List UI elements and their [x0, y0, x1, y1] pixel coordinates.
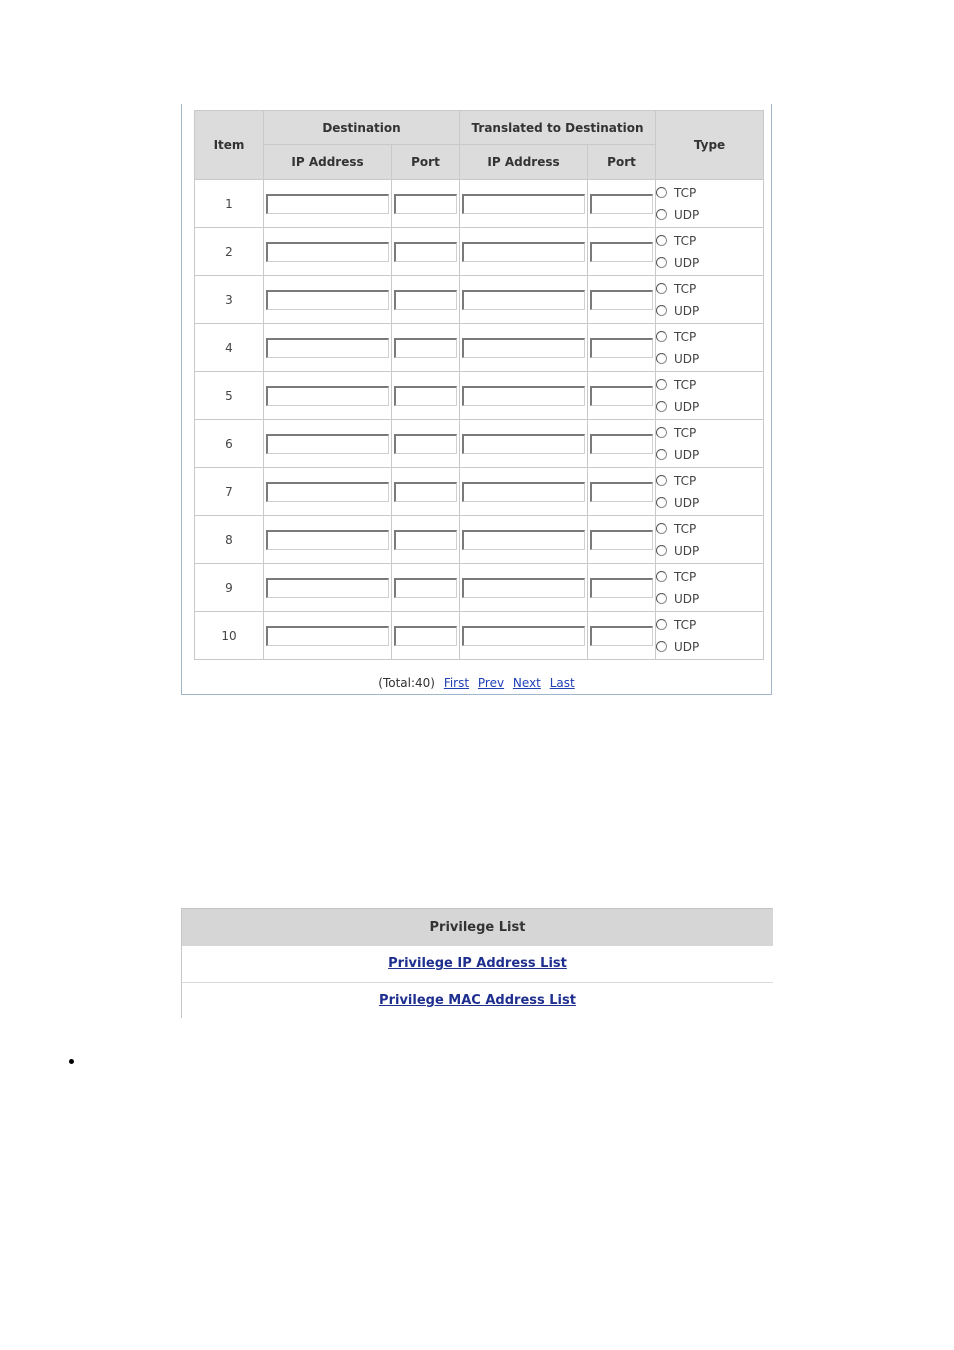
table-row: [195, 564, 764, 612]
type-cell: [656, 468, 764, 516]
table-row: [195, 324, 764, 372]
prev-page-link[interactable]: Prev: [477, 676, 505, 690]
tcp-option[interactable]: [656, 614, 763, 636]
trans-port-input[interactable]: [590, 578, 653, 598]
trans-port-cell: [588, 276, 656, 324]
trans-ip-input[interactable]: [462, 482, 585, 502]
udp-option[interactable]: [656, 252, 763, 274]
dest-port-cell: [392, 612, 460, 660]
dest-ip-input[interactable]: [266, 530, 389, 550]
udp-label: UDP: [674, 495, 700, 510]
panel-edge: [181, 104, 182, 110]
udp-radio[interactable]: [656, 497, 667, 508]
trans-port-cell: [588, 516, 656, 564]
udp-label: UDP: [674, 399, 700, 414]
item-number: 3: [195, 276, 264, 324]
table-row: [195, 228, 764, 276]
trans-port-cell: [588, 564, 656, 612]
trans-port-cell: [588, 228, 656, 276]
tcp-radio[interactable]: [656, 427, 667, 438]
trans-port-cell: [588, 420, 656, 468]
tcp-option[interactable]: [656, 326, 763, 348]
trans-port-input[interactable]: [590, 290, 653, 310]
trans-port-cell: [588, 612, 656, 660]
tcp-radio[interactable]: [656, 475, 667, 486]
udp-radio[interactable]: [656, 641, 667, 652]
trans-port-input[interactable]: [590, 386, 653, 406]
item-number: 5: [195, 372, 264, 420]
table-row: [195, 276, 764, 324]
dest-port-cell: [392, 324, 460, 372]
dest-ip-cell: [264, 324, 392, 372]
tcp-label: TCP: [674, 569, 697, 584]
dest-port-cell: [392, 468, 460, 516]
trans-ip-input[interactable]: [462, 242, 585, 262]
trans-port-input[interactable]: [590, 434, 653, 454]
dest-ip-cell: [264, 372, 392, 420]
dest-ip-input[interactable]: [266, 290, 389, 310]
dest-port-cell: [392, 564, 460, 612]
trans-ip-input[interactable]: [462, 338, 585, 358]
dest-port-cell: [392, 516, 460, 564]
trans-port-cell: [588, 324, 656, 372]
dest-port-cell: [392, 228, 460, 276]
udp-option[interactable]: [656, 588, 763, 610]
header-dest-port: Port: [392, 145, 460, 180]
item-number: 1: [195, 180, 264, 228]
dest-ip-input[interactable]: [266, 386, 389, 406]
trans-ip-input[interactable]: [462, 434, 585, 454]
tcp-option[interactable]: [656, 470, 763, 492]
trans-port-input[interactable]: [590, 626, 653, 646]
udp-option[interactable]: [656, 540, 763, 562]
dest-port-input[interactable]: [394, 530, 457, 550]
trans-ip-cell: [460, 276, 588, 324]
item-number: 2: [195, 228, 264, 276]
dest-ip-cell: [264, 612, 392, 660]
udp-label: UDP: [674, 303, 700, 318]
dest-ip-input[interactable]: [266, 194, 389, 214]
trans-port-input[interactable]: [590, 482, 653, 502]
trans-ip-input[interactable]: [462, 530, 585, 550]
header-destination: Destination: [264, 111, 460, 145]
tcp-radio[interactable]: [656, 283, 667, 294]
trans-ip-input[interactable]: [462, 386, 585, 406]
privilege-mac-address-list-link[interactable]: Privilege MAC Address List: [379, 993, 576, 1008]
udp-radio[interactable]: [656, 593, 667, 604]
dest-port-cell: [392, 372, 460, 420]
dest-port-input[interactable]: [394, 626, 457, 646]
udp-radio[interactable]: [656, 353, 667, 364]
tcp-radio[interactable]: [656, 187, 667, 198]
dest-port-cell: [392, 180, 460, 228]
dest-port-input[interactable]: [394, 386, 457, 406]
tcp-radio[interactable]: [656, 571, 667, 582]
udp-option[interactable]: [656, 300, 763, 322]
type-cell: [656, 180, 764, 228]
trans-port-input[interactable]: [590, 242, 653, 262]
header-translated-destination: Translated to Destination: [460, 111, 656, 145]
dest-port-cell: [392, 420, 460, 468]
udp-option[interactable]: [656, 348, 763, 370]
type-cell: [656, 612, 764, 660]
tcp-option[interactable]: [656, 566, 763, 588]
tcp-option[interactable]: [656, 374, 763, 396]
item-number: 4: [195, 324, 264, 372]
trans-ip-cell: [460, 612, 588, 660]
udp-option[interactable]: [656, 636, 763, 658]
translation-table: [194, 110, 764, 660]
privilege-ip-row: [182, 946, 773, 983]
trans-port-input[interactable]: [590, 194, 653, 214]
table-body: [195, 180, 764, 660]
header-type: Type: [656, 111, 764, 180]
dest-ip-cell: [264, 516, 392, 564]
udp-label: UDP: [674, 543, 700, 558]
udp-option[interactable]: [656, 492, 763, 514]
tcp-label: TCP: [674, 521, 697, 536]
item-number: 8: [195, 516, 264, 564]
trans-port-input[interactable]: [590, 530, 653, 550]
dest-port-input[interactable]: [394, 482, 457, 502]
tcp-option[interactable]: [656, 278, 763, 300]
dest-ip-cell: [264, 228, 392, 276]
privilege-ip-address-list-link[interactable]: Privilege IP Address List: [388, 956, 567, 971]
privilege-list-title: Privilege List: [182, 909, 773, 946]
tcp-option[interactable]: [656, 422, 763, 444]
list-bullet: [69, 1059, 74, 1064]
type-cell: [656, 564, 764, 612]
trans-ip-cell: [460, 468, 588, 516]
trans-ip-cell: [460, 420, 588, 468]
trans-port-cell: [588, 180, 656, 228]
trans-ip-cell: [460, 324, 588, 372]
trans-ip-input[interactable]: [462, 290, 585, 310]
table-row: [195, 180, 764, 228]
item-number: 10: [195, 612, 264, 660]
dest-ip-cell: [264, 564, 392, 612]
udp-label: UDP: [674, 591, 700, 606]
tcp-radio[interactable]: [656, 331, 667, 342]
table-row: [195, 420, 764, 468]
type-cell: [656, 420, 764, 468]
tcp-radio[interactable]: [656, 619, 667, 630]
dest-ip-input[interactable]: [266, 338, 389, 358]
table-row: [195, 516, 764, 564]
dest-ip-cell: [264, 468, 392, 516]
tcp-label: TCP: [674, 377, 697, 392]
trans-ip-cell: [460, 180, 588, 228]
dest-ip-cell: [264, 276, 392, 324]
udp-radio[interactable]: [656, 449, 667, 460]
header-trans-ip-address: IP Address: [460, 145, 588, 180]
tcp-option[interactable]: [656, 518, 763, 540]
header-dest-ip-address: IP Address: [264, 145, 392, 180]
udp-radio[interactable]: [656, 545, 667, 556]
dest-port-input[interactable]: [394, 194, 457, 214]
udp-label: UDP: [674, 255, 700, 270]
tcp-option[interactable]: [656, 182, 763, 204]
tcp-label: TCP: [674, 185, 697, 200]
udp-radio[interactable]: [656, 209, 667, 220]
privilege-list-panel: [181, 908, 773, 1018]
tcp-label: TCP: [674, 473, 697, 488]
dest-ip-input[interactable]: [266, 242, 389, 262]
type-cell: [656, 228, 764, 276]
next-page-link[interactable]: Next: [512, 676, 541, 690]
header-trans-port: Port: [588, 145, 656, 180]
item-number: 9: [195, 564, 264, 612]
dest-port-cell: [392, 276, 460, 324]
item-number: 6: [195, 420, 264, 468]
tcp-radio[interactable]: [656, 523, 667, 534]
udp-label: UDP: [674, 447, 700, 462]
dest-port-input[interactable]: [394, 242, 457, 262]
tcp-label: TCP: [674, 233, 697, 248]
pagination: [181, 676, 772, 690]
trans-ip-cell: [460, 228, 588, 276]
trans-port-input[interactable]: [590, 338, 653, 358]
privilege-mac-row: [182, 983, 773, 1019]
type-cell: [656, 516, 764, 564]
header-item: Item: [195, 111, 264, 180]
dest-port-input[interactable]: [394, 290, 457, 310]
tcp-label: TCP: [674, 425, 697, 440]
udp-option[interactable]: [656, 204, 763, 226]
dest-port-input[interactable]: [394, 338, 457, 358]
dest-ip-cell: [264, 180, 392, 228]
dest-ip-input[interactable]: [266, 482, 389, 502]
trans-ip-input[interactable]: [462, 626, 585, 646]
trans-ip-cell: [460, 564, 588, 612]
table-row: [195, 372, 764, 420]
type-cell: [656, 324, 764, 372]
first-page-link[interactable]: First: [443, 676, 470, 690]
udp-radio[interactable]: [656, 305, 667, 316]
tcp-radio[interactable]: [656, 379, 667, 390]
tcp-radio[interactable]: [656, 235, 667, 246]
trans-ip-input[interactable]: [462, 194, 585, 214]
udp-label: UDP: [674, 351, 700, 366]
table-row: [195, 612, 764, 660]
trans-ip-input[interactable]: [462, 578, 585, 598]
type-cell: [656, 372, 764, 420]
dest-ip-input[interactable]: [266, 626, 389, 646]
udp-radio[interactable]: [656, 257, 667, 268]
trans-port-cell: [588, 468, 656, 516]
tcp-label: TCP: [674, 617, 697, 632]
dest-port-input[interactable]: [394, 578, 457, 598]
tcp-label: TCP: [674, 281, 697, 296]
item-number: 7: [195, 468, 264, 516]
udp-radio[interactable]: [656, 401, 667, 412]
tcp-label: TCP: [674, 329, 697, 344]
udp-option[interactable]: [656, 444, 763, 466]
dest-port-input[interactable]: [394, 434, 457, 454]
udp-label: UDP: [674, 639, 700, 654]
type-cell: [656, 276, 764, 324]
udp-option[interactable]: [656, 396, 763, 418]
udp-label: UDP: [674, 207, 700, 222]
dest-ip-input[interactable]: [266, 434, 389, 454]
trans-port-cell: [588, 372, 656, 420]
dest-ip-input[interactable]: [266, 578, 389, 598]
last-page-link[interactable]: Last: [549, 676, 575, 690]
dest-ip-cell: [264, 420, 392, 468]
tcp-option[interactable]: [656, 230, 763, 252]
trans-ip-cell: [460, 516, 588, 564]
table-row: [195, 468, 764, 516]
trans-ip-cell: [460, 372, 588, 420]
pagination-total: (Total:40): [378, 676, 435, 690]
